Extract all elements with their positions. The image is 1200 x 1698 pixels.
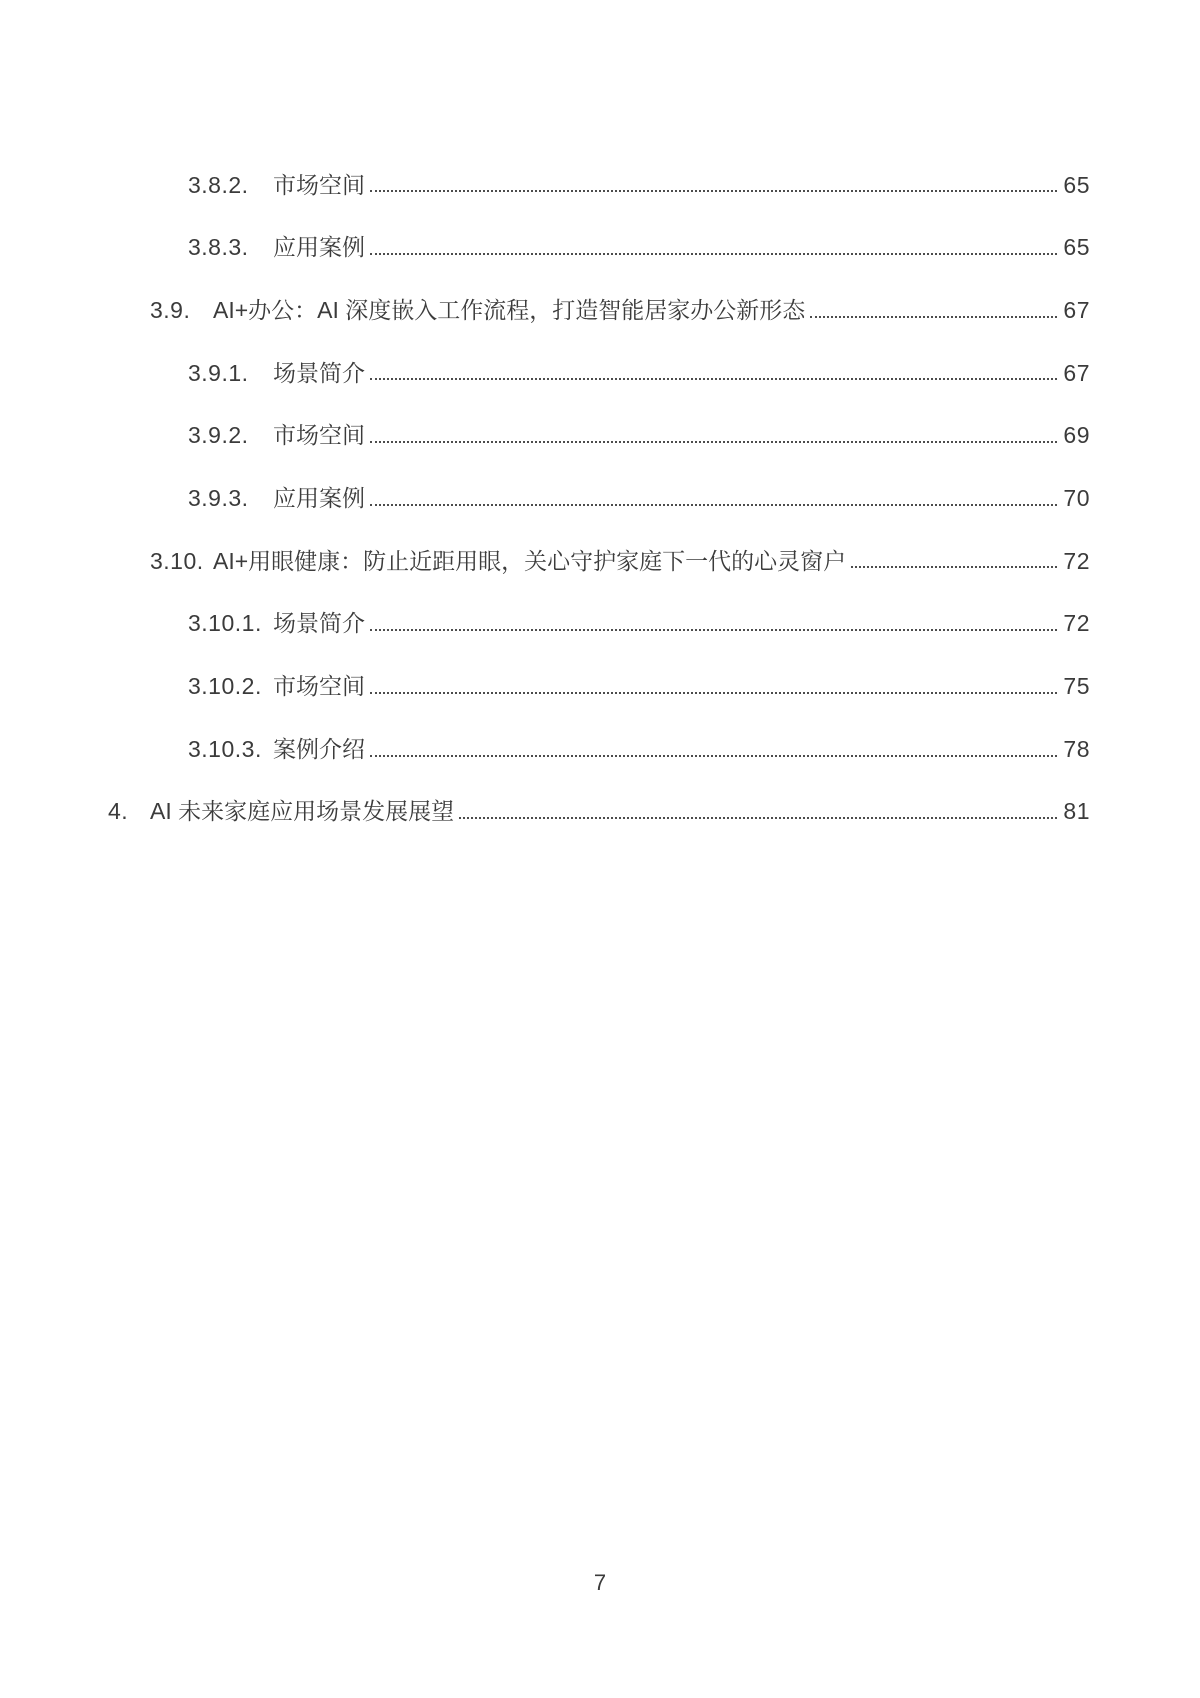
dot-leader	[370, 378, 1057, 380]
footer-page-number: 7	[593, 1570, 607, 1595]
toc-entry-title: 案例介绍	[273, 735, 365, 762]
toc-entry-title: 场景简介	[273, 610, 365, 637]
toc-entry-page-number: 65	[1063, 234, 1090, 261]
toc-entry[interactable]	[0, 405, 1200, 468]
toc-entry-number: 3.9.3.	[188, 484, 249, 511]
dot-leader	[370, 190, 1057, 192]
dot-leader	[370, 755, 1057, 757]
toc-entry-page-number: 72	[1063, 610, 1090, 637]
toc-entry-page-number: 69	[1063, 422, 1090, 449]
toc-entry[interactable]	[0, 154, 1200, 217]
toc-entry-page-number: 67	[1063, 359, 1090, 386]
toc-entry-number: 3.10.3.	[188, 735, 262, 762]
toc-entry-page-number: 81	[1063, 798, 1090, 825]
toc-entry-number: 3.8.3.	[188, 234, 249, 261]
toc-entry-title: 场景简介	[273, 359, 365, 386]
toc-entry-page-number: 72	[1063, 547, 1090, 574]
page-footer	[0, 1570, 1200, 1596]
toc-entry-number: 3.9.	[150, 296, 191, 323]
dot-leader	[370, 629, 1057, 631]
dot-leader	[810, 316, 1057, 318]
dot-leader	[851, 566, 1057, 568]
toc-entry-title: 市场空间	[273, 673, 365, 700]
dot-leader	[370, 692, 1057, 694]
toc-entry[interactable]	[0, 593, 1200, 656]
toc-entry-number: 3.10.1.	[188, 610, 262, 637]
table-of-contents	[0, 154, 1200, 844]
toc-entry-page-number: 65	[1063, 171, 1090, 198]
toc-entry-page-number: 67	[1063, 296, 1090, 323]
toc-entry[interactable]	[0, 718, 1200, 781]
toc-entry-number: 4.	[108, 798, 129, 825]
toc-entry[interactable]	[0, 656, 1200, 719]
toc-entry-title: 应用案例	[273, 234, 365, 261]
toc-entry[interactable]	[0, 342, 1200, 405]
toc-entry-number: 3.10.2.	[188, 673, 262, 700]
toc-entry-title: AI+办公：AI 深度嵌入工作流程，打造智能居家办公新形态	[213, 296, 806, 323]
toc-entry-title: 市场空间	[273, 171, 365, 198]
toc-entry[interactable]	[0, 467, 1200, 530]
toc-entry[interactable]	[0, 279, 1200, 342]
dot-leader	[370, 504, 1057, 506]
toc-entry-page-number: 70	[1063, 484, 1090, 511]
toc-entry-title: 应用案例	[273, 484, 365, 511]
toc-entry-title: AI+用眼健康：防止近距用眼，关心守护家庭下一代的心灵窗户	[213, 547, 847, 574]
toc-entry-number: 3.9.1.	[188, 359, 249, 386]
dot-leader	[370, 253, 1057, 255]
toc-entry-title: 市场空间	[273, 422, 365, 449]
toc-entry-number: 3.9.2.	[188, 422, 249, 449]
toc-entry[interactable]	[0, 781, 1200, 844]
toc-entry-number: 3.8.2.	[188, 171, 249, 198]
toc-entry-page-number: 78	[1063, 735, 1090, 762]
toc-entry[interactable]	[0, 530, 1200, 593]
dot-leader	[370, 441, 1057, 443]
toc-entry-title: AI 未来家庭应用场景发展展望	[150, 798, 455, 825]
toc-entry-number: 3.10.	[150, 547, 204, 574]
toc-entry-page-number: 75	[1063, 673, 1090, 700]
toc-entry[interactable]	[0, 217, 1200, 280]
dot-leader	[459, 817, 1057, 819]
